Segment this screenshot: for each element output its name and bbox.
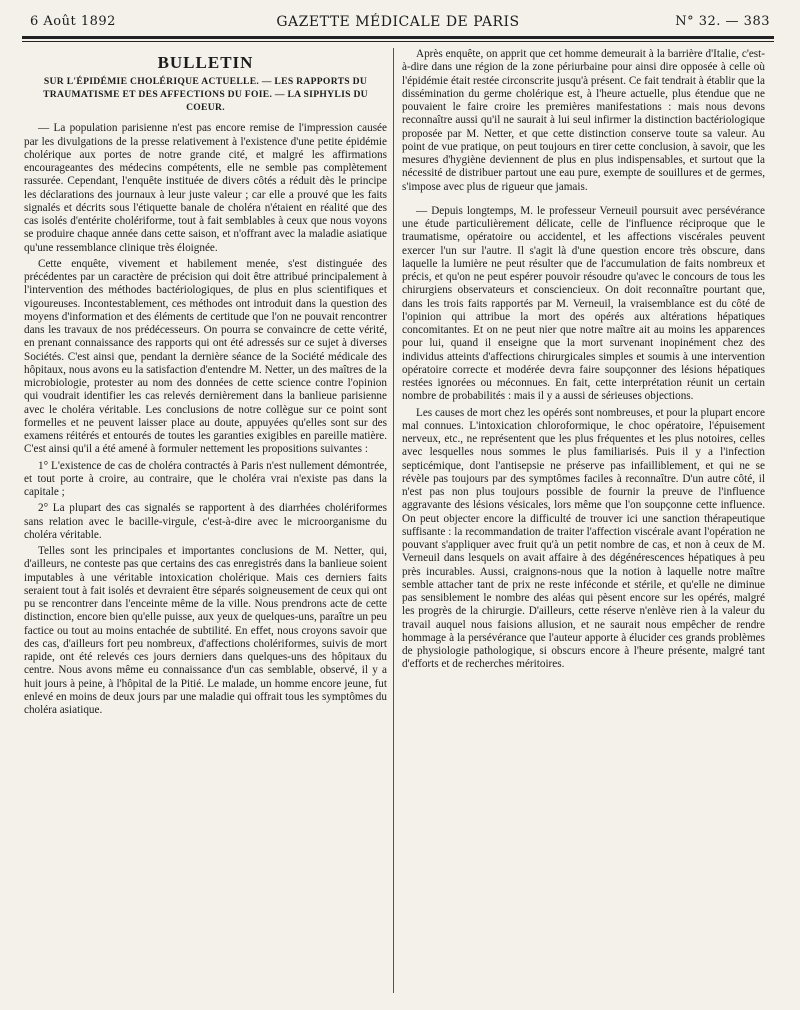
paragraph: 1° L'existence de cas de choléra contractés à Paris n'est nullement démontrée, et tout porte à croire, au contraire, que le choléra vrai n'existe pas dans la capitale ; — [24, 459, 387, 498]
page-header — [22, 10, 774, 32]
left-column — [24, 48, 387, 993]
journal-title: GAZETTE MÉDICALE DE PARIS — [276, 14, 520, 30]
bulletin-subtitle: SUR L'ÉPIDÉMIE CHOLÉRIQUE ACTUELLE. — LES RAPPORTS DU TRAUMATISME ET DES AFFECTIONS DU FOIE. — LA SIPHYLIS DU COEUR. — [43, 76, 368, 114]
column-divider — [393, 48, 394, 993]
paragraph: 2° La plupart des cas signalés se rapportent à des diarrhées cholériformes sans relation avec le bacille-virgule, c'est-à-dire avec le microorganisme du choléra véritable. — [24, 502, 387, 541]
paragraph: — Depuis longtemps, M. le professeur Verneuil poursuit avec persévérance une étude particulièrement délicate, celle de l'influence réciproque que le traumatisme, opératoire ou accidentel, et les affections viscérales peuvent exercer l'un sur l'autre. Il s'agit là d'une question encore très obscure, dans laquelle la lumière ne peut résulter que de l'accumulation de faits nombreux et précis, et qu'on ne peut espérer pouvoir résoudre qu'avec le concours de tous les chirurgiens observateurs et consciencieux. On doit reconnaître pourtant que, dans les trois faits rapportés par M. Verneuil, la vraisemblance est du côté de l'opinion qui attribue la mort des opérés aux altérations hépatiques concomitantes. Et on ne peut nier que notre maître ait au moins les apparences pour lui, quand il enseigne que la mort survenant inopinément chez des individus atteints d'affections chirurgicales simples et soumis à une intervention opératoire correcte et modérée devra faire soupçonner des lésions hépatiques restées ignorées ou méconnues. En fait, cette interprétation réunit un certain nombre de probabilités : mais il y a aussi de sérieuses objections. — [402, 204, 765, 403]
paragraph: Après enquête, on apprit que cet homme demeurait à la barrière d'Italie, c'est-à-dire dans une région de la zone périurbaine pour ainsi dire opposée à celle où l'épidémie était restée circonscrite jusqu'à présent. Ce fait tendrait à établir que la dissémination du germe cholérique est, à l'heure actuelle, plus étendue que ne pouvaient le faire croire les premières manifestations : mais nous devons reconnaître aussi qu'il ne saurait à lui seul infirmer la distinction bactériologique proposée par M. Netter, et que cette distinction conserve toute sa valeur. Au point de vue pratique, on peut toujours en tirer cette conclusion, à savoir, que les mesures d'hygiène deviennent de plus en plus indispensables, et surtout que la nécessité de distribuer partout une eau pure, exempte de souillures et de germes, s'impose avec plus de rigueur que jamais. — [402, 48, 765, 193]
paragraph: Cette enquête, vivement et habilement menée, s'est distinguée des précédentes par un caractère de précision qui doit être attribué principalement à l'intervention des méthodes bactériologiques, de plus en plus scientifiques et vigoureuses. Incontestablement, ces méthodes ont introduit dans la question des moyens d'information et des éléments de certitude que l'on ne pouvait rencontrer dans les travaux de nos prédécesseurs. On pourra se convaincre de cette vérité, en prenant connaissance des rapports qui ont été adressés sur ce sujet à diverses Sociétés. C'est ainsi que, pendant la dernière séance de la Société médicale des hôpitaux, nous avons eu la satisfaction d'entendre M. Netter, un des maîtres de la microbiologie, protester au nom des données de cette science contre l'opinion qui voudrait identifier les cas relevés dernièrement dans la banlieue parisienne avec le choléra véritable. Les conclusions de notre collègue sur ce point sont formelles et ne peuvent laisser place au doute, appuyées qu'elles sont sur des examens réitérés et entourés de toutes les garanties exigibles en pareille matière. C'est ainsi qu'il a été amené à formuler nettement les propositions suivantes : — [24, 257, 387, 456]
bulletin-title: BULLETIN — [157, 53, 254, 72]
paragraph: — La population parisienne n'est pas encore remise de l'impression causée par les divulgations de la presse relativement à l'existence d'une petite épidémie cholérique aux portes de notre grande cité, et malgré les affirmations encourageantes des médecins compétents, elle ne semble pas complètement rassurée. Cependant, l'enquête instituée de divers côtés a réduit dès le principe les déclarations des journaux à leur juste valeur ; car elle a prouvé que les faits signalés et décrits sous l'étiquette banale de choléra n'étaient en réalité que des cas isolés d'entérite cholériforme, tout à fait semblables à ceux que nous voyons se produire chaque année dans cette saison, et n'offrant avec la maladie asiatique qu'une ressemblance clinique très éloignée. — [24, 122, 387, 254]
paragraph: Les causes de mort chez les opérés sont nombreuses, et pour la plupart encore mal connues. L'intoxication chloroformique, le choc opératoire, l'épuisement nerveux, etc., ne représentent que les plus fréquentes et les plus notoires, celles avec lesquelles nous sommes le plus familiarisés. Puis il y a l'infection septicémique, dont l'antisepsie ne préserve pas infailliblement, et qui ne se révèle pas toujours par des symptômes faciles à reconnaître. D'un autre côté, il n'est pas non plus toujours possible de fournir la preuve de l'influence aggravante des lésions vésicales, lors même que l'on soupçonne cette influence. On peut objecter encore la difficulté de trouver ici une sanction thérapeutique suffisante : la recommandation de traiter l'affection viscérale avant l'opération ne pouvant s'appliquer avec fruit qu'à un petit nombre de cas, et non à ceux de M. Verneuil dans lesquels on avait affaire à des dégénérescences hépatiques à peu près incurables. Aussi, craignons-nous que la notion à laquelle notre maître semble attacher tant de prix ne reste inféconde et stérile, et qu'elle ne diminue pas sensiblement le nombre des aléas qui pèsent encore sur les opérés, malgré les progrès de la chirurgie. D'ailleurs, cette réserve n'enlève rien à la valeur du travail auquel nous faisions allusion, et ne saurait nous empêcher de rendre hommage à la persévérance que l'auteur apporte à élucider ces grands problèmes de physiologie pathologique, si obscurs encore à l'heure présente, malgré tant d'efforts et de recherches méritoires. — [402, 406, 765, 671]
paragraph: Telles sont les principales et importantes conclusions de M. Netter, qui, d'ailleurs, ne conteste pas que certains des cas enregistrés dans la banlieue soient imputables à une véritable intoxication cholérique. Mais ces derniers faits seraient tout à fait isolés et devraient être séparés soigneusement de ceux qui ont pu se rencontrer dans l'enceinte même de la ville. Nous prendrons acte de cette distinction, encore bien qu'elle puisse, aux yeux de quelques-uns, paraître un peu factice ou tout au moins entachée de subtilité. En effet, nous croyons savoir que des cas, d'ailleurs fort peu nombreux, d'affections cholériformes, suivis de mort rapide, ont été relevés ces jours derniers dans quelques-uns des hôpitaux du centre. Nous avons même eu connaissance d'un cas semblable, observé, il y a huit jours à peine, à l'hôpital de la Pitié. Le malade, un homme encore jeune, fut enlevé en moins de deux jours par une maladie qui offrait tous les symptômes du choléra asiatique. — [24, 545, 387, 716]
right-column — [402, 48, 765, 993]
header-rule-thin — [22, 41, 774, 42]
header-rule — [22, 36, 774, 39]
issue-date: 6 Août 1892 — [30, 14, 116, 29]
issue-number: N° 32. — 383 — [675, 14, 770, 29]
